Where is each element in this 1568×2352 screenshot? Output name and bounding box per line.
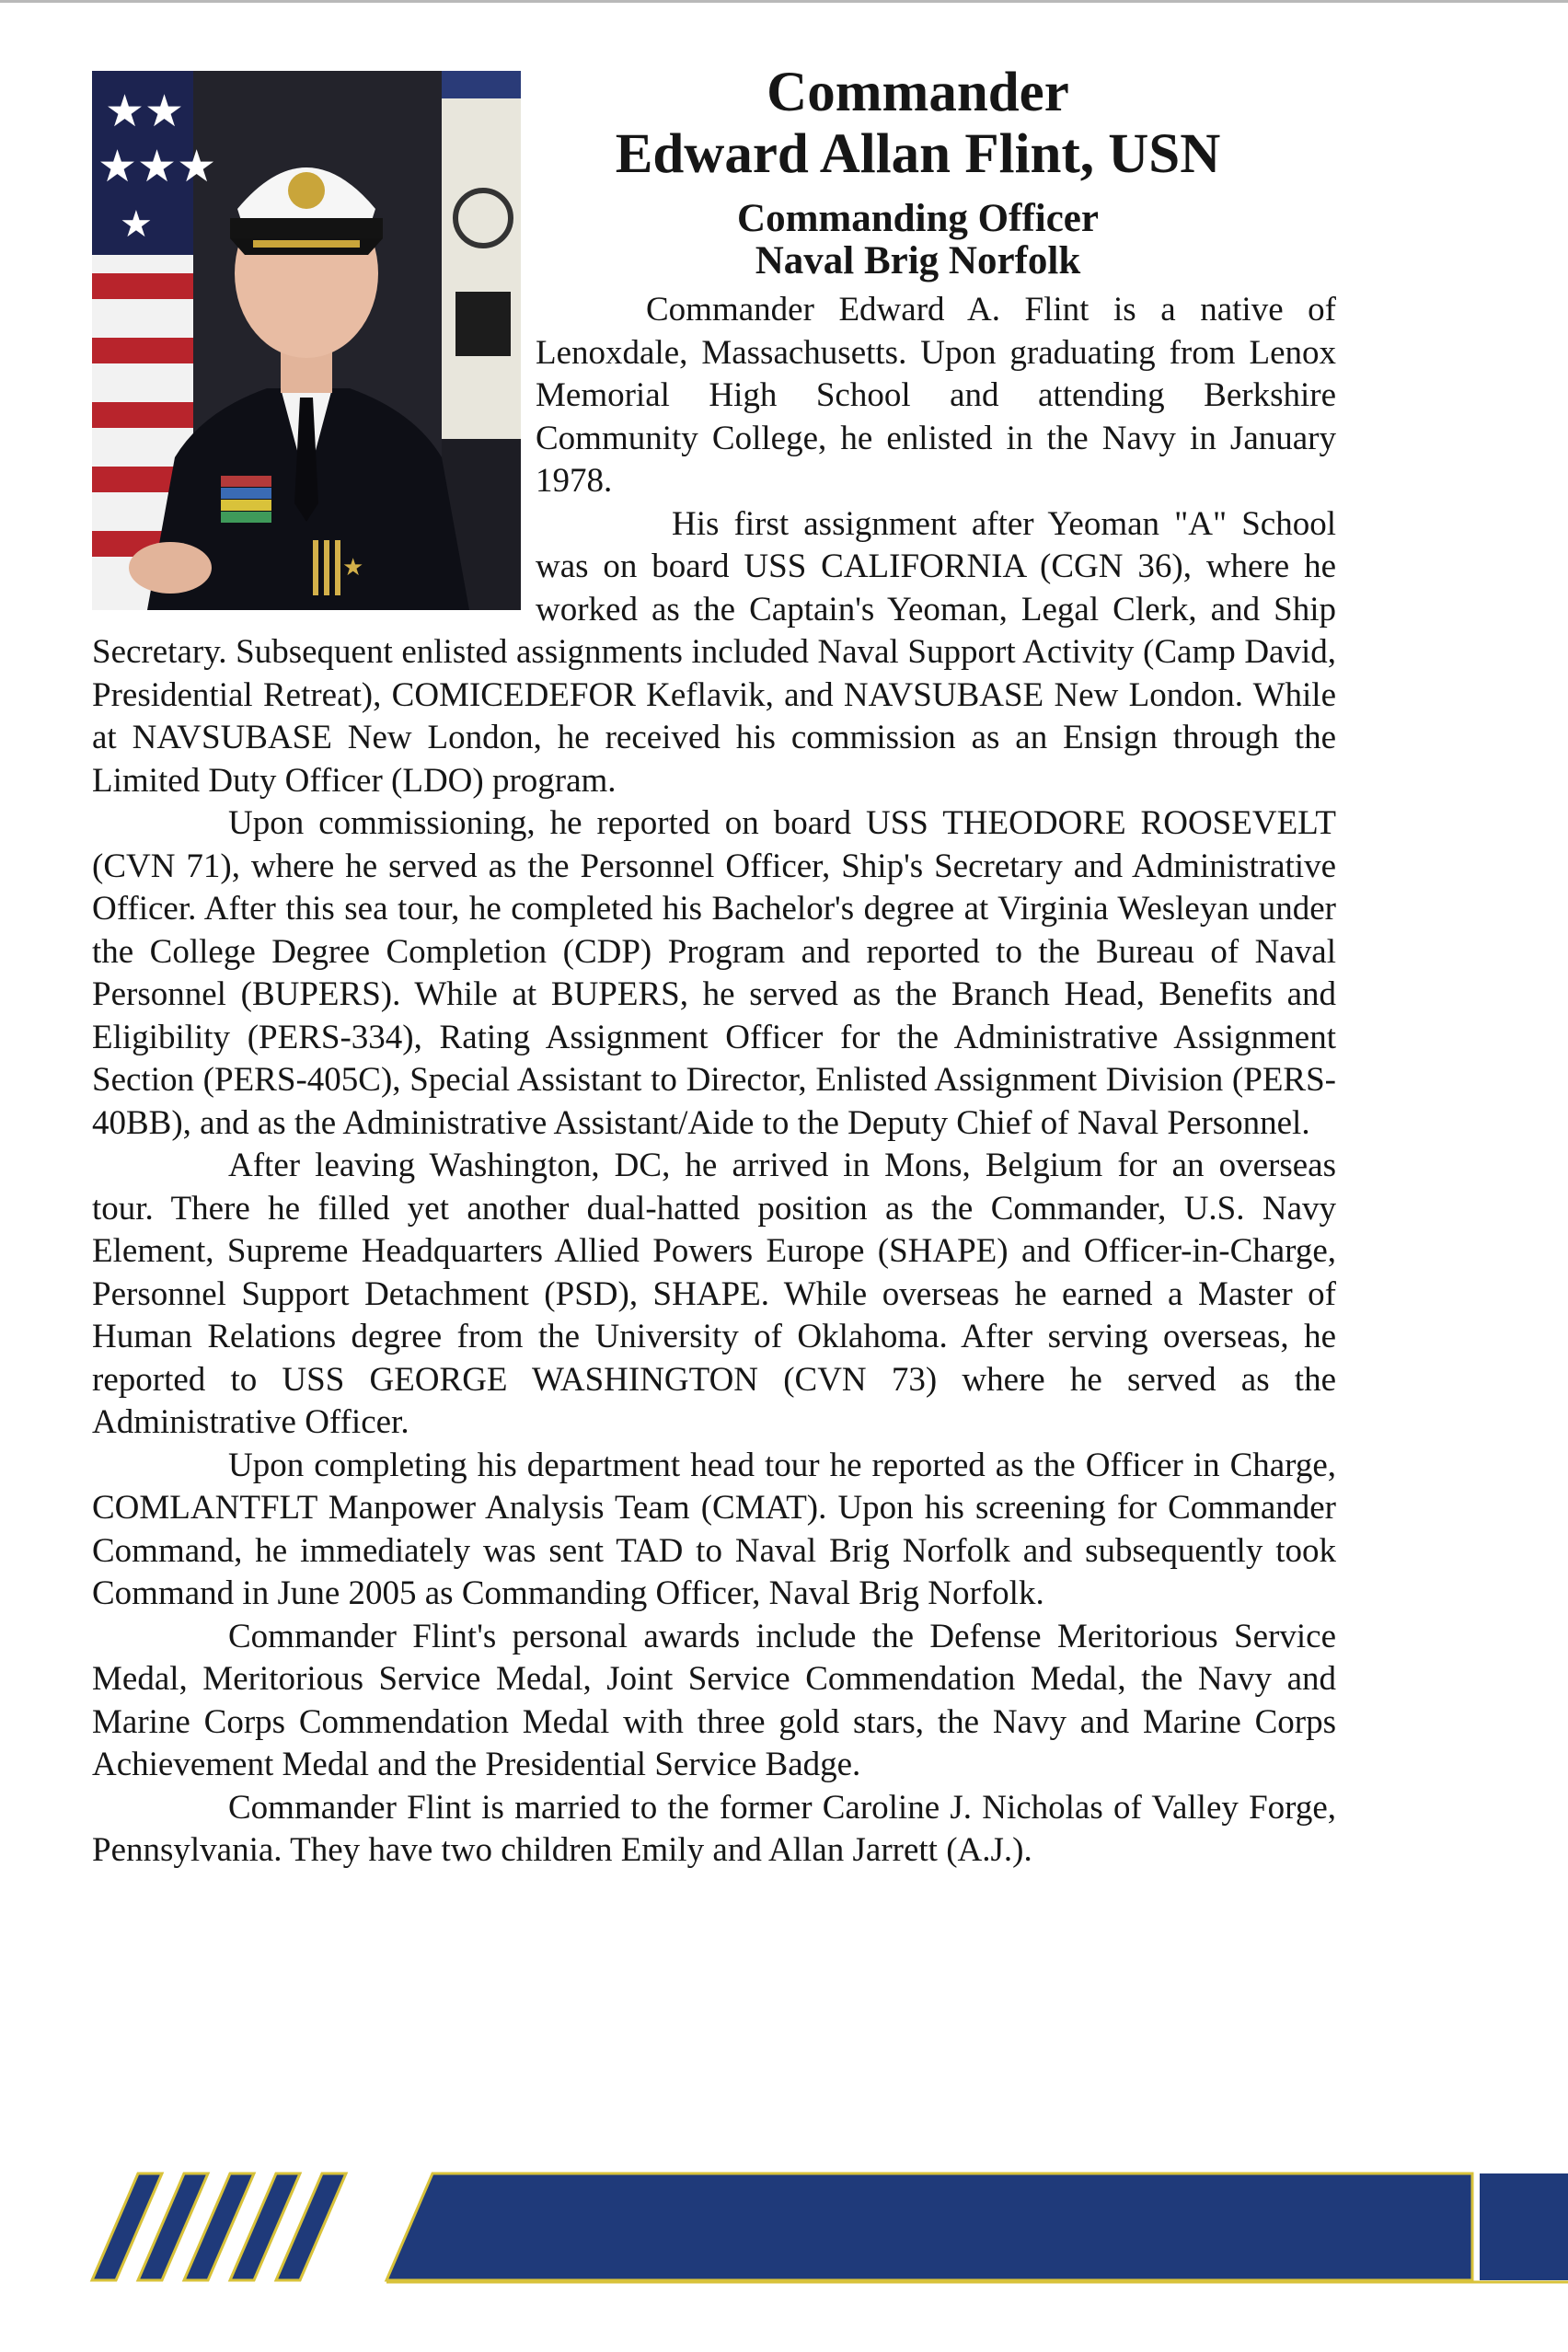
biography-text: [92, 289, 1336, 1873]
svg-text:★★★: ★★★: [98, 141, 217, 192]
banner-long-bar: [386, 2173, 1472, 2280]
svg-text:★: ★: [120, 203, 153, 246]
svg-text:★★: ★★: [105, 86, 185, 137]
heading-role: Commanding Officer: [737, 197, 1099, 240]
paragraph-family: Commander Flint is married to the former Caroline J. Nicholas of Valley Forge, Pennsylvania. They have two children Emily and Allan Jarrett (A.J.).: [92, 1788, 1336, 1869]
paragraph-command: Upon completing his department head tour he reported as the Officer in Charge, COMLANTFLT Manpower Analysis Team (CMAT). Upon his screening for Commander Command, he immediately was sent TAD to Naval Brig Norfolk and subsequently took Command in June 2005 as Commanding Officer, Naval Brig Norfolk.: [92, 1446, 1336, 1612]
heading-unit: Naval Brig Norfolk: [755, 239, 1081, 282]
heading-rank: Commander: [767, 62, 1069, 123]
svg-text:★: ★: [342, 554, 364, 582]
banner-end-block: [1480, 2173, 1568, 2280]
paragraph-origin: Commander Edward A. Flint is a native of Lenoxdale, Massachusetts. Upon graduating from Lenox Memorial High School and attending Berkshire Community College, he enlisted in the Navy in January 1978.: [536, 291, 1336, 500]
paragraph-awards: Commander Flint's personal awards include the Defense Meritorious Service Medal, Meritorious Service Medal, Joint Service Commendation Medal, the Navy and Marine Corps Commendation Medal with three gold stars, the Navy and Marine Corps Achievement Medal and the Presidential Service Badge.: [92, 1617, 1336, 1783]
photo-wrap-spacer: [92, 289, 536, 629]
footer-stripe-banner: [0, 2162, 1568, 2291]
paragraph-overseas: After leaving Washington, DC, he arrived in Mons, Belgium for an overseas tour. There he filled yet another dual-hatted position as the Commander, U.S. Navy Element, Supreme Headquarters Allied Powers Europe (SHAPE) and Officer-in-Charge, Personnel Support Detachment (PSD), SHAPE. While overseas he earned a Master of Human Relations degree from the University of Oklahoma. After serving overseas, he reported to USS GEORGE WASHINGTON (CVN 73) where he served as the Administrative Officer.: [92, 1147, 1336, 1441]
heading-name: Edward Allan Flint, USN: [615, 123, 1221, 185]
paragraph-commissioning: Upon commissioning, he reported on board USS THEODORE ROOSEVELT (CVN 71), where he served as the Personnel Officer, Ship's Secretary and Administrative Officer. After this sea tour, he completed his Bachelor's degree at Virginia Wesleyan under the College Degree Completion (CDP) Program and reported to the Bureau of Naval Personnel (BUPERS). While at BUPERS, he served as the Branch Head, Benefits and Eligibility (PERS-334), Rating Assignment Officer for the Administrative Assignment Section (PERS-405C), Special Assistant to Director, Enlisted Assignment Division (PERS-40BB), and as the Administrative Assistant/Aide to the Deputy Chief of Naval Personnel.: [92, 804, 1336, 1142]
top-rule: [0, 0, 1568, 3]
bio-heading: [534, 63, 1302, 282]
paragraph-enlisted-career: His first assignment after Yeoman "A" School was on board USS CALIFORNIA (CGN 36), where he worked as the Captain's Yeoman, Legal Clerk, and Ship Secretary. Subsequent enlisted assignments included Naval Support Activity (Camp David, Presidential Retreat), COMICEDEFOR Keflavik, and NAVSUBASE New London. While at NAVSUBASE New London, he received his commission as an Ensign through the Limited Duty Officer (LDO) program.: [92, 504, 1336, 800]
